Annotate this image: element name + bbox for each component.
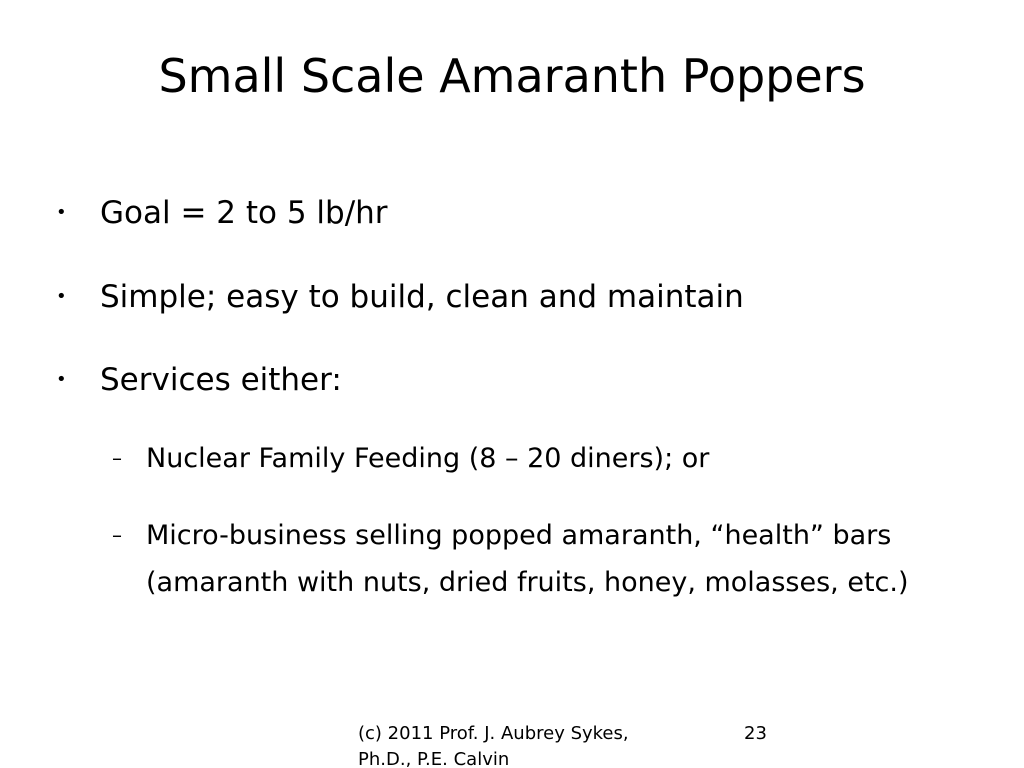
sub-bullet-text: Nuclear Family Feeding (8 – 20 diners); or (146, 443, 710, 474)
bullet-text: Simple; easy to build, clean and maintain (100, 279, 744, 315)
slide-title: Small Scale Amaranth Poppers (158, 49, 866, 103)
bullet-dot-icon: • (56, 202, 67, 223)
bullet-dot-icon: • (56, 369, 67, 390)
sub-bullet-dash-icon: – (112, 446, 122, 470)
footer-page-number: 23 (744, 723, 767, 744)
bullet-dot-icon: • (56, 286, 67, 307)
bullet-text: Goal = 2 to 5 lb/hr (100, 195, 388, 231)
sub-bullet-dash-icon: – (112, 523, 122, 547)
bullet-text: Services either: (100, 362, 342, 398)
sub-bullet-text: Micro-business selling popped amaranth, “health” bars (amaranth with nuts, dried fruits, honey, molasses, etc.) (146, 520, 909, 598)
footer-credit: (c) 2011 Prof. J. Aubrey Sykes, Ph.D., P.E. Calvin (358, 723, 629, 768)
